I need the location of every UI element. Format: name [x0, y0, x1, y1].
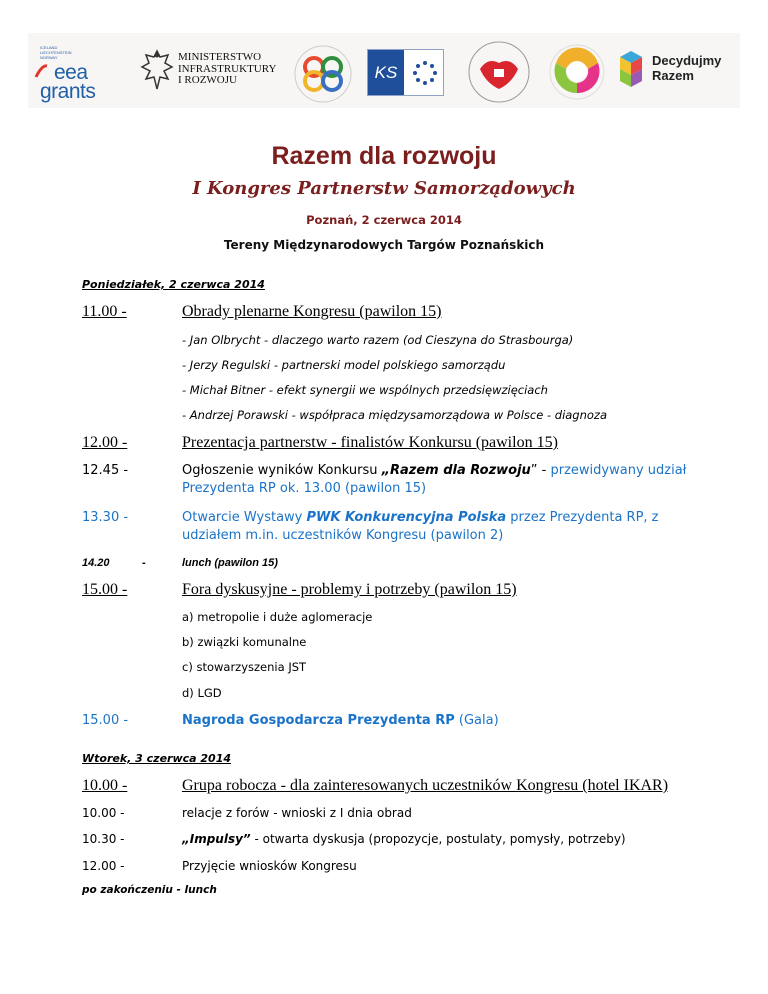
decydujmy-razem-text: Decydujmy Razem [652, 53, 722, 83]
zwiazek-powiatow-polskich-logo [466, 39, 532, 105]
venue: Tereny Międzynarodowych Targów Poznańskich [223, 238, 545, 252]
speaker-line: - Michał Bitner - efekt synergii we wspólnych przedsięwzięciach [182, 383, 548, 397]
forum-option: d) LGD [182, 686, 222, 700]
eea-grants-logo: ICELAND LIECHTENSTEIN NORWAY eea grants [28, 33, 138, 108]
agenda-time: 10.00 - [82, 806, 125, 820]
agenda-desc: Ogłoszenie wyników Konkursu „Razem dla Rozwoju” - przewidywany udział Prezydenta RP ok. 13.00 (pawilon 15) [182, 463, 687, 496]
agenda-time: 15.00 - [82, 581, 128, 598]
zwiazek-miast-polskich-logo [292, 41, 354, 103]
speaker-line: - Jerzy Regulski - partnerski model polskiego samorządu [182, 358, 506, 372]
agenda-desc: Nagroda Gospodarcza Prezydenta RP (Gala) [182, 713, 499, 728]
ks-logo: KS [367, 49, 444, 96]
speaker-line: - Jan Olbrycht - dlaczego warto razem (od Cieszyna do Strasbourga) [182, 333, 574, 347]
congress-subtitle: I Kongres Partnerstw Samorządowych [192, 178, 576, 199]
agenda-desc: relacje z forów - wnioski z I dnia obrad [182, 806, 412, 820]
agenda-time: 10.30 - [82, 832, 125, 846]
speaker-line: - Andrzej Porawski - współpraca międzysamorządowa w Polsce - diagnoza [182, 408, 608, 422]
closing-note: po zakończeniu - lunch [82, 884, 217, 896]
ministry-name: MINISTERSTWO INFRASTRUKTURY I ROZWOJU [178, 51, 277, 86]
eu-stars-icon [412, 60, 438, 86]
agenda-desc: Fora dyskusyjne - problemy i potrzeby (pawilon 15) [182, 581, 517, 598]
agenda-time: 12.00 - [82, 859, 125, 873]
agenda-desc: „Impulsy” - otwarta dyskusja (propozycje, postulaty, pomysły, potrzeby) [182, 832, 626, 846]
agenda-time: 12.45 - [82, 463, 129, 478]
forum-option: c) stowarzyszenia JST [182, 660, 307, 674]
agenda-desc: Przyjęcie wniosków Kongresu [182, 859, 357, 873]
agenda-desc: Prezentacja partnerstw - finalistów Konkursu (pawilon 15) [182, 434, 558, 451]
day-heading-monday: Poniedziałek, 2 czerwca 2014 [82, 278, 265, 291]
rainbow-circle-logo [544, 41, 610, 103]
agenda-time: 10.00 - [82, 777, 128, 794]
agenda-time: 12.00 - [82, 434, 128, 451]
day-heading-tuesday: Wtorek, 3 czerwca 2014 [82, 752, 231, 765]
agenda-time: 11.00 - [82, 303, 127, 320]
agenda-dash: - [142, 557, 146, 569]
forum-option: a) metropolie i duże aglomeracje [182, 610, 373, 624]
agenda-desc: Obrady plenarne Kongresu (pawilon 15) [182, 303, 442, 320]
agenda-desc: Otwarcie Wystawy PWK Konkurencyjna Polska przez Prezydenta RP, z udziałem m.in. uczestników Kongresu (pawilon 2) [182, 510, 659, 543]
logo-banner [28, 33, 740, 108]
agenda-desc: Grupa robocza - dla zainteresowanych uczestników Kongresu (hotel IKAR) [182, 777, 669, 794]
agenda-time: 14.20 [82, 557, 110, 569]
decydujmy-razem-logo-icon [612, 49, 650, 93]
forum-option: b) związki komunalne [182, 635, 307, 649]
agenda-time: 13.30 - [82, 510, 129, 525]
place-date: Poznań, 2 czerwca 2014 [306, 213, 462, 227]
agenda-time: 15.00 - [82, 713, 129, 728]
agenda-desc: lunch (pawilon 15) [182, 557, 278, 569]
polish-eagle-icon [140, 47, 174, 95]
page-title: Razem dla rozwoju [271, 142, 497, 170]
